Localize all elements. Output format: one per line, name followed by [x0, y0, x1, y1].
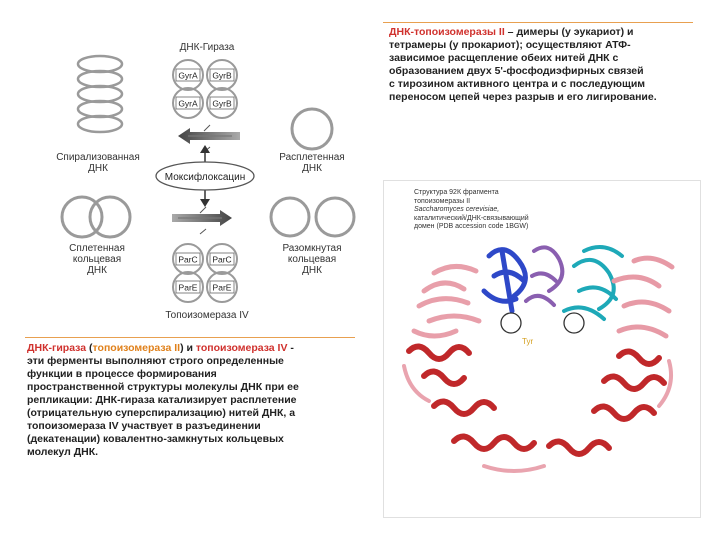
gyrase-complex [173, 60, 237, 118]
tyr-marker-left [501, 313, 521, 333]
left-text-paren-open: ( [86, 342, 93, 354]
right-text-line-3: зависимое расщепление обеих нитей ДНК с [389, 52, 619, 64]
left-text-and: ) и [180, 342, 196, 354]
left-text-line-3: функции в процессе формирования [27, 368, 217, 380]
left-text-line-9: молекул ДНК. [27, 446, 99, 458]
decatenated-label-3: ДНК [302, 265, 322, 276]
right-text-border [383, 22, 693, 23]
right-text-line-5: с тирозином активного центра и с последующим [389, 78, 646, 90]
supercoiled-label-1: Спирализованная [56, 152, 140, 163]
left-text-block [27, 342, 362, 459]
protein-caption-4: каталитический/ДНК-связывающий [414, 214, 529, 222]
tyr-marker-right [564, 313, 584, 333]
moxifloxacin-block [156, 145, 254, 207]
gyra-label-1: GyrA [178, 70, 198, 81]
protein-ribbon-image [384, 181, 700, 517]
left-text-line-5: репликации: ДНК-гираза катализирует расплетение [27, 394, 297, 406]
topo4-complex [173, 244, 237, 302]
decatenated-label-2: кольцевая [287, 254, 337, 265]
gyrase-title: ДНК-Гираза [179, 42, 235, 53]
protein-structure-figure [383, 180, 701, 518]
catenated-label-3: ДНК [87, 265, 107, 276]
left-text-dash: - [287, 342, 294, 354]
relaxed-label-2: ДНК [302, 163, 322, 174]
right-text-title: ДНК-топоизомеразы II [389, 26, 505, 38]
gyra-label-2: GyrA [178, 98, 198, 109]
left-text-line-8: (декатенации) ковалентно-замкнутых кольцевых [27, 433, 284, 445]
tyr-label: Tyr [522, 337, 534, 346]
supercoiled-label-2: ДНК [88, 163, 108, 174]
decatenated-label-1: Разомкнутая [282, 243, 342, 254]
left-text-border [25, 337, 355, 338]
left-text-line-4: пространственной структуры молекулы ДНК при ее [27, 381, 299, 393]
supercoiled-dna-icon [78, 56, 122, 132]
catenated-label-2: кольцевая [72, 254, 122, 265]
parc-label-2: ParC [212, 254, 232, 265]
catenated-label-1: Сплетенная [69, 243, 125, 254]
topo4-title: Топоизомераза IV [165, 310, 249, 321]
right-text-line-6: переносом цепей через разрыв и его лигирование. [389, 91, 657, 103]
protein-caption-3: Saccharomyces cerevisiae, [414, 206, 500, 213]
right-text-line-4: образованием двух 5'-фосфодиэфирных связей [389, 65, 644, 77]
topo4-highlight: топоизомераза IV [195, 342, 288, 354]
topo4-arrow-icon [172, 207, 232, 234]
pare-label-2: ParE [212, 282, 232, 293]
right-text-line-1 [389, 26, 699, 39]
gyrb-label-2: GyrB [212, 98, 232, 109]
left-text-line-6: (отрицательную суперспирализацию) нитей ДНК, а [27, 407, 296, 419]
gyrase-highlight: ДНК-гираза [27, 342, 87, 354]
left-text-line-7: топоизомераза IV участвует в разъединении [27, 420, 261, 432]
gyrase-arrow-icon [178, 125, 240, 152]
right-text-line-1-rest: – димеры (у эукариот) и [504, 26, 634, 38]
protein-caption-2: топоизомеразы II [414, 197, 471, 205]
gyrb-label-1: GyrB [212, 70, 232, 81]
left-text-line-2: эти ферменты выполняют строго определенные [27, 355, 284, 367]
relaxed-dna-icon [292, 109, 332, 149]
right-text-block [389, 26, 699, 104]
right-text-line-2: тетрамеры (у прокариот); осуществляют АТФ- [389, 39, 631, 51]
protein-caption-5: домен (PDB accession code 1BGW) [414, 223, 529, 230]
parc-label-1: ParC [178, 254, 198, 265]
relaxed-label-1: Расплетенная [279, 152, 345, 163]
protein-caption-1: Структура 92К фрагмента [414, 189, 499, 196]
catenated-dna-icon [62, 197, 130, 237]
decatenated-dna-icon [271, 198, 354, 236]
topo2-highlight: топоизомераза II [92, 342, 181, 354]
moxifloxacin-label: Моксифлоксацин [164, 172, 246, 183]
left-text-line-1 [27, 342, 362, 355]
pare-label-1: ParE [178, 282, 198, 293]
